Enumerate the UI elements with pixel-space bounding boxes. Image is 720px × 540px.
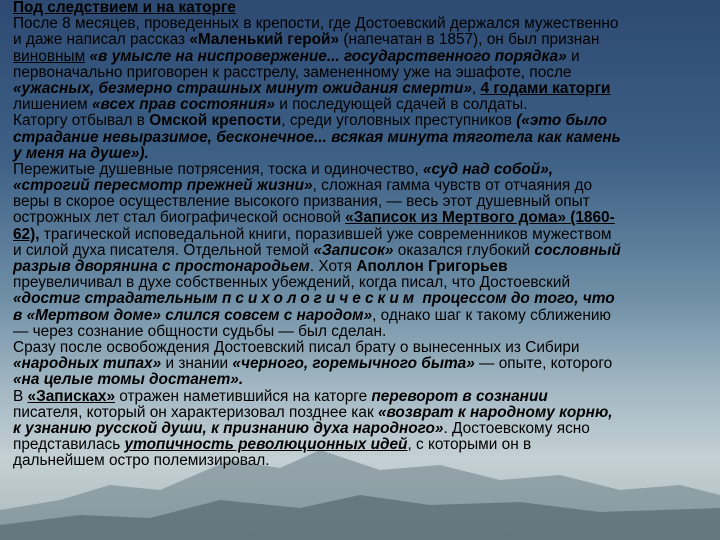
text-segment: виновным <box>13 47 86 65</box>
text-segment: психологическим <box>221 290 419 308</box>
text-segment: «Маленький герой» <box>189 31 340 49</box>
text-segment: оказался глубокий <box>393 241 535 259</box>
text-segment: острожных лет стал биографической основой <box>13 209 346 227</box>
text-segment: «ужасных, безмерно страшных минут ожидания смерти» <box>13 79 472 97</box>
text-line <box>13 437 718 453</box>
text-segment: Аполлон Григорьев <box>356 258 508 275</box>
text-segment: (напечатан в 1857), он был признан <box>339 31 600 49</box>
text-segment: «Записок из Мертвого дома» (1860- <box>345 209 615 227</box>
text-segment: в «Мертвом доме» слился совсем с народом» <box>13 306 373 324</box>
text-segment: веры в скорое осуществление высокого призвания, — весь этот душевный опыт <box>13 193 590 211</box>
text-segment: процессом до того, что <box>418 290 615 308</box>
text-line <box>13 81 718 97</box>
text-segment: «всех прав состояния» <box>92 96 275 114</box>
text-segment: отражен наметившийся на каторге <box>115 387 372 405</box>
text-line <box>13 146 718 162</box>
text-line <box>13 421 718 437</box>
text-segment: трагической исповедальной книги, поразившей уже современников мужеством <box>39 225 612 243</box>
text-segment: и знании <box>161 355 233 373</box>
text-segment: «Записок» <box>313 241 394 259</box>
text-segment: , <box>471 79 481 97</box>
text-segment: к узнанию русской души, к признанию духа народного» <box>13 419 444 437</box>
text-segment: , сложная гамма чувств от отчаяния до <box>312 177 593 195</box>
text-line <box>13 324 718 340</box>
text-line <box>13 308 718 324</box>
text-segment: преувеличивал в духе собственных убеждений, когда писал, что Достоевский <box>13 274 571 292</box>
text-line <box>13 194 718 210</box>
text-line <box>13 243 718 259</box>
text-segment: «Записках» <box>27 387 116 405</box>
text-line <box>13 65 718 81</box>
text-segment: «народных типах» <box>13 355 162 373</box>
text-segment: и <box>566 47 580 65</box>
text-segment: первоначально приговорен к расстрелу, замененному уже на эшафоте, после <box>13 63 572 81</box>
text-segment: , однако шаг к такому сближению <box>372 306 611 324</box>
text-segment: , с которыми он в <box>407 436 532 454</box>
text-segment: разрыв дворянина с простонародьем <box>13 258 310 275</box>
text-line <box>13 389 718 405</box>
text-segment: у меня на душе»). <box>13 144 149 162</box>
text-segment: утопичность революционных идей <box>124 436 408 454</box>
text-line <box>13 49 718 65</box>
text-segment: и силой духа писателя. Отдельной темой <box>13 241 314 259</box>
text-segment: «суд над собой», <box>423 160 554 178</box>
text-line <box>13 32 718 48</box>
text-segment: «строгий пересмотр прежней жизни» <box>13 177 313 195</box>
text-line <box>13 16 718 32</box>
text-line <box>13 178 718 194</box>
text-line <box>13 259 718 275</box>
text-segment: , среди уголовных преступников <box>281 112 517 130</box>
text-segment: 4 годами каторги <box>480 79 611 97</box>
text-segment: Каторгу отбывал в <box>13 112 150 130</box>
text-segment: писателя, который он характеризовал позднее как <box>13 403 378 421</box>
text-line <box>13 275 718 291</box>
text-line <box>13 210 718 226</box>
text-segment: «черного, горемычного быта» <box>232 355 475 373</box>
text-segment: представилась <box>13 436 125 454</box>
text-segment: дальнейшем остро полемизировал. <box>13 452 270 470</box>
text-segment: . Хотя <box>309 258 357 275</box>
text-line <box>13 405 718 421</box>
text-line <box>13 227 718 243</box>
text-segment: В <box>13 387 28 405</box>
text-segment: 62), <box>13 225 40 243</box>
text-segment: «достиг страдательным <box>13 290 222 308</box>
text-line <box>13 130 718 146</box>
text-line <box>13 372 718 388</box>
text-segment: — опыте, которого <box>474 355 613 373</box>
text-line <box>13 113 718 129</box>
paragraph-lines <box>13 16 718 469</box>
text-line <box>13 97 718 113</box>
text-segment: «возврат к народному корню, <box>377 403 613 421</box>
text-segment: «в умысле на ниспровержение... государственного порядка» <box>89 47 567 65</box>
document-body <box>13 0 718 469</box>
text-segment: — через сознание общности судьбы — был сделан. <box>13 322 387 340</box>
text-segment: сословный <box>534 241 621 259</box>
text-segment: После 8 месяцев, проведенных в крепости, где Достоевский держался мужественно <box>13 15 619 33</box>
text-segment: переворот в сознании <box>371 387 548 405</box>
text-segment: и последующей сдачей в солдаты. <box>274 96 528 114</box>
text-segment: Сразу после освобождения Достоевский писал брату о вынесенных из Сибири <box>13 338 580 356</box>
text-line <box>13 356 718 372</box>
text-line <box>13 340 718 356</box>
text-segment: «на целые томы достанет». <box>13 371 244 389</box>
text-segment: Омской крепости <box>149 112 282 130</box>
text-segment: лишением <box>13 96 92 114</box>
text-line <box>13 162 718 178</box>
text-segment: . Достоевскому ясно <box>443 419 590 437</box>
text-segment: («это было <box>516 112 607 130</box>
text-line <box>13 291 718 307</box>
text-segment: и даже написал рассказ <box>13 31 190 49</box>
section-title: Под следствием и на каторге <box>13 0 236 16</box>
text-line <box>13 453 718 469</box>
text-segment: страдание невыразимое, бесконечное... всякая минута тяготела как камень <box>13 128 621 146</box>
text-segment: Пережитые душевные потрясения, тоска и одиночество, <box>13 160 423 178</box>
